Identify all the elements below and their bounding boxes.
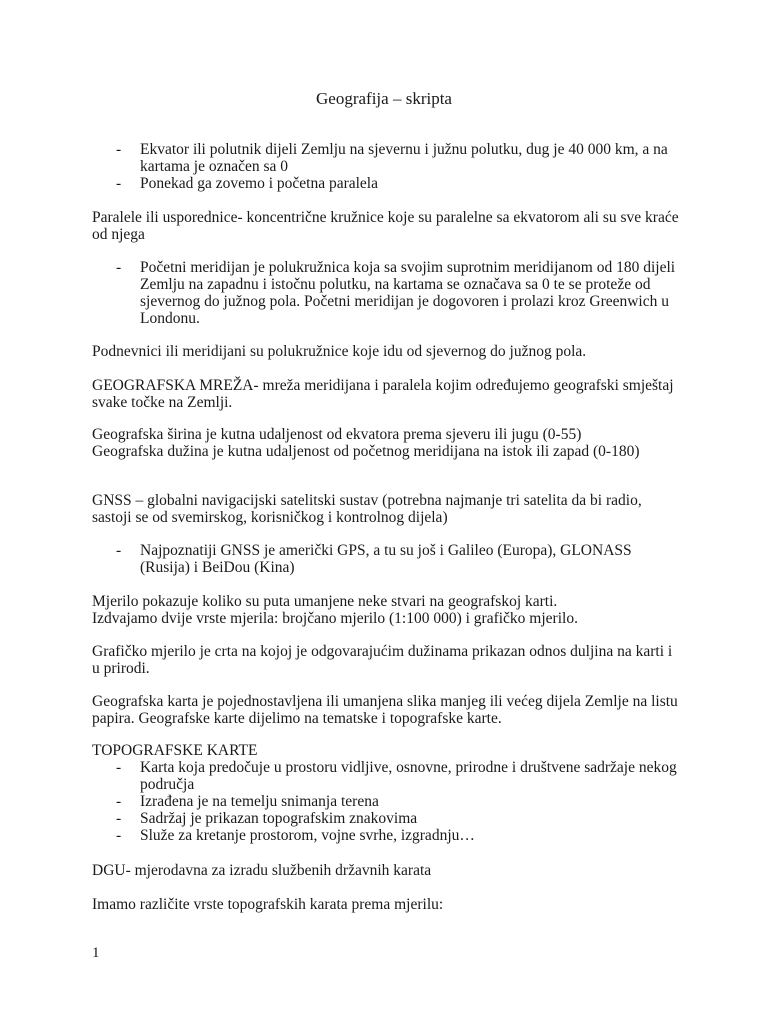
paragraph-vrste-mjerila: Izdvajamo dvije vrste mjerila: brojčano mjerilo (1:100 000) i grafičko mjerilo. bbox=[92, 610, 578, 627]
list-item-text: Sadržaj je prikazan topografskim znakovima bbox=[140, 810, 418, 827]
list-item-text: Izrađena je na temelju snimanja terena bbox=[140, 793, 379, 810]
list-item-text: Ponekad ga zovemo i početna paralela bbox=[140, 175, 378, 192]
paragraph-graficko-mjerilo: Grafičko mjerilo je crta na kojoj je odgovarajućim dužinama prikazan odnos duljina na karti i u prirodi. bbox=[92, 643, 673, 677]
list-item bbox=[92, 542, 682, 576]
meridian-list bbox=[92, 259, 682, 327]
list-item bbox=[92, 810, 682, 827]
dash-bullet: - bbox=[116, 141, 122, 158]
list-item-text: Služe za kretanje prostorom, vojne svrhe, izgradnju… bbox=[140, 827, 475, 844]
paragraph-mjerilo: Mjerilo pokazuje koliko su puta umanjene neke stvari na geografskoj karti. bbox=[92, 593, 558, 610]
paragraph-geografska-karta: Geografska karta je pojednostavljena ili umanjena slika manjeg ili većeg dijela Zemlje na listu papira. Geografske karte dijelimo na tematske i topografske karte. bbox=[92, 693, 678, 727]
paragraph-paralele: Paralele ili usporednice- koncentrične kružnice koje su paralelne sa ekvatorom ali su sve kraće od njega bbox=[92, 209, 679, 243]
list-item-text: Početni meridijan je polukružnica koja sa svojim suprotnim meridijanom od 180 dijeli Zemlju na zapadnu i istočnu polutku, na kartama se označava sa 0 te se proteže od sjevernog do južnog pola. Početni meridijan je dogovoren i prolazi kroz Greenwich u Londonu. bbox=[140, 259, 676, 327]
gnss-list bbox=[92, 542, 682, 576]
paragraph-geografska-mreza: GEOGRAFSKA MREŽA- mreža meridijana i paralela kojim određujemo geografski smještaj svake točke na Zemlji. bbox=[92, 377, 674, 411]
list-item bbox=[92, 175, 682, 192]
paragraph-podnevnici: Podnevnici ili meridijani su polukružnice koje idu od sjevernog do južnog pola. bbox=[92, 343, 587, 360]
paragraph-dgu: DGU- mjerodavna za izradu službenih državnih karata bbox=[92, 862, 432, 879]
list-item bbox=[92, 793, 682, 810]
dash-bullet: - bbox=[116, 175, 122, 192]
page-number: 1 bbox=[92, 945, 100, 961]
document-title: Geografija – skripta bbox=[316, 89, 452, 108]
dash-bullet: - bbox=[116, 259, 122, 276]
list-item-text: Karta koja predočuje u prostoru vidljive, osnovne, prirodne i društvene sadržaje nekog područja bbox=[140, 759, 677, 793]
list-item-text: Ekvator ili polutnik dijeli Zemlju na sjevernu i južnu polutku, dug je 40 000 km, a na kartama je označen sa 0 bbox=[140, 141, 668, 175]
list-item bbox=[92, 141, 682, 175]
paragraph-geografska-duzina: Geografska dužina je kutna udaljenost od početnog meridijana na istok ili zapad (0-180) bbox=[92, 443, 640, 460]
dash-bullet: - bbox=[116, 827, 122, 844]
list-item bbox=[92, 259, 682, 327]
heading-topografske-karte: TOPOGRAFSKE KARTE bbox=[92, 742, 258, 759]
paragraph-geografska-sirina: Geografska širina je kutna udaljenost od ekvatora prema sjeveru ili jugu (0-55) bbox=[92, 426, 582, 443]
list-item bbox=[92, 827, 682, 844]
topographic-list bbox=[92, 759, 682, 844]
dash-bullet: - bbox=[116, 810, 122, 827]
dash-bullet: - bbox=[116, 793, 122, 810]
list-item-text: Najpoznatiji GNSS je američki GPS, a tu su još i Galileo (Europa), GLONASS (Rusija) i BeiDou (Kina) bbox=[140, 542, 632, 576]
dash-bullet: - bbox=[116, 542, 122, 559]
dash-bullet: - bbox=[116, 759, 122, 776]
list-item bbox=[92, 759, 682, 793]
equator-list bbox=[92, 141, 682, 192]
paragraph-gnss: GNSS – globalni navigacijski satelitski sustav (potrebna najmanje tri satelita da bi radio, sastoji se od svemirskog, korisničkog i kontrolnog dijela) bbox=[92, 492, 642, 526]
paragraph-vrste-karata: Imamo različite vrste topografskih karata prema mjerilu: bbox=[92, 896, 444, 913]
